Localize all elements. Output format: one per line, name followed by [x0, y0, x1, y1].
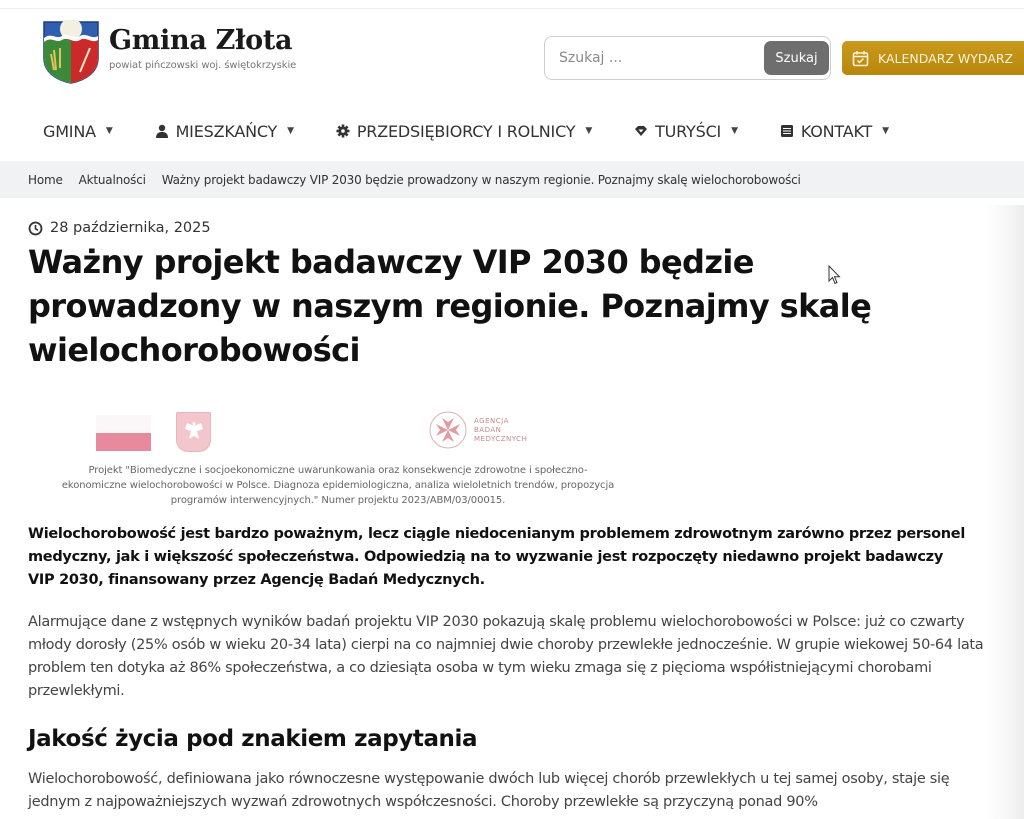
breadcrumb-news[interactable]: Aktualności [78, 172, 146, 187]
events-calendar-button[interactable] [842, 41, 1024, 75]
article-paragraph: Alarmujące dane z wstępnych wyników badań projektu VIP 2030 pokazują skalę problemu wielochorobowości w Polsce: już co czwarty młody dorosły (25% osób w wieku 20-34 lata) cierpi na co najmniej dwie choroby przewlekłe jednocześnie. W grupie wiekowej 50-64 lata problem ten dotyka aż 86% społeczeństwa, a co dziesiąta osoba w tym wieku zmaga się z pięcioma współistniejącymi chorobami przewlekłymi. [28, 614, 984, 699]
nav-label: PRZEDSIĘBIORCY I ROLNICY [356, 121, 576, 141]
site-subtitle: powiat pińczowski woj. świętokrzyskie [109, 60, 297, 71]
search-input[interactable] [559, 47, 749, 69]
user-icon [155, 124, 169, 138]
breadcrumb [0, 161, 1024, 198]
gear-icon [336, 124, 350, 138]
events-calendar-label: KALENDARZ WYDARZ [878, 50, 1014, 66]
polish-flag-icon [96, 415, 151, 451]
caret-down-icon: ▼ [287, 126, 294, 136]
image-caption: Projekt "Biomedyczne i socjoekonomiczne uwarunkowania oraz konsekwencje zdrowotne i społeczno-ekonomiczne wielochorobowości w Polsce. Diagnoza epidemiologiczna, analiza wieloletnich trendów, propozycja programów interwencyjnych." Numer projektu 2023/ABM/03/00015. [61, 465, 615, 506]
site-logo[interactable] [42, 20, 296, 84]
abm-line-1: AGENCJA [474, 416, 509, 425]
nav-item-turysci[interactable] [634, 122, 738, 141]
nav-label: TURYŚCI [655, 121, 722, 141]
post-date-text: 28 października, 2025 [50, 220, 211, 236]
article-image [58, 405, 618, 510]
nav-item-kontakt[interactable] [780, 122, 889, 141]
sidebar-shadow [985, 205, 1024, 819]
nav-item-mieszkancy[interactable] [155, 122, 294, 141]
caret-down-icon: ▼ [731, 126, 738, 136]
caret-down-icon: ▼ [882, 126, 889, 136]
breadcrumb-home[interactable]: Home [28, 172, 63, 187]
coat-of-arms-icon [42, 20, 100, 84]
breadcrumb-current: Ważny projekt badawczy VIP 2030 będzie prowadzony w naszym regionie. Poznajmy skalę wielochorobowości [161, 172, 801, 187]
search-form [544, 36, 831, 80]
polish-eagle-icon [176, 412, 211, 452]
mouse-cursor-icon [828, 265, 841, 285]
maltese-cross-icon [428, 410, 468, 450]
article-paragraph: Wielochorobowość, definiowana jako równoczesne występowanie dwóch lub więcej chorób przewlekłych u tej samej osoby, staje się jednym z najpoważniejszych wyzwań zdrowotnych współczesności. Choroby przewlekłe są przyczyną ponad 90% [28, 771, 950, 810]
caret-down-icon: ▼ [585, 126, 593, 136]
abm-line-2: BADAŃ [474, 425, 502, 434]
nav-label: KONTAKT [800, 121, 873, 141]
nav-item-przedsiebiorcy[interactable] [336, 122, 592, 141]
article-lead: Wielochorobowość jest bardzo poważnym, lecz ciągle niedocenianym problemem zdrowotnym zarówno przez personel medyczny, jak i większość społeczeństwa. Odpowiedzią na to wyzwanie jest rozpoczęty niedawno projekt badawczy VIP 2030, finansowany przez Agencję Badań Medycznych. [28, 526, 965, 588]
nav-label: GMINA [43, 121, 96, 141]
search-button[interactable]: Szukaj [764, 41, 829, 75]
site-title: Gmina Złota [109, 25, 293, 56]
post-date [28, 220, 211, 236]
caret-down-icon: ▼ [105, 126, 113, 136]
nav-item-gmina[interactable] [43, 122, 113, 141]
abm-logo [428, 410, 527, 450]
diamond-icon [634, 125, 648, 137]
calendar-icon [852, 50, 869, 67]
main-nav [43, 116, 931, 146]
nav-label: MIESZKAŃCY [175, 121, 278, 141]
section-heading: Jakość życia pod znakiem zapytania [28, 726, 478, 752]
abm-line-3: MEDYCZNYCH [474, 434, 528, 443]
clock-icon [28, 221, 43, 236]
article-title: Ważny projekt badawczy VIP 2030 będzie prowadzony w naszym regionie. Poznajmy skalę wielochorobowości [28, 243, 872, 369]
top-divider [0, 8, 1024, 9]
contact-book-icon [780, 124, 794, 138]
